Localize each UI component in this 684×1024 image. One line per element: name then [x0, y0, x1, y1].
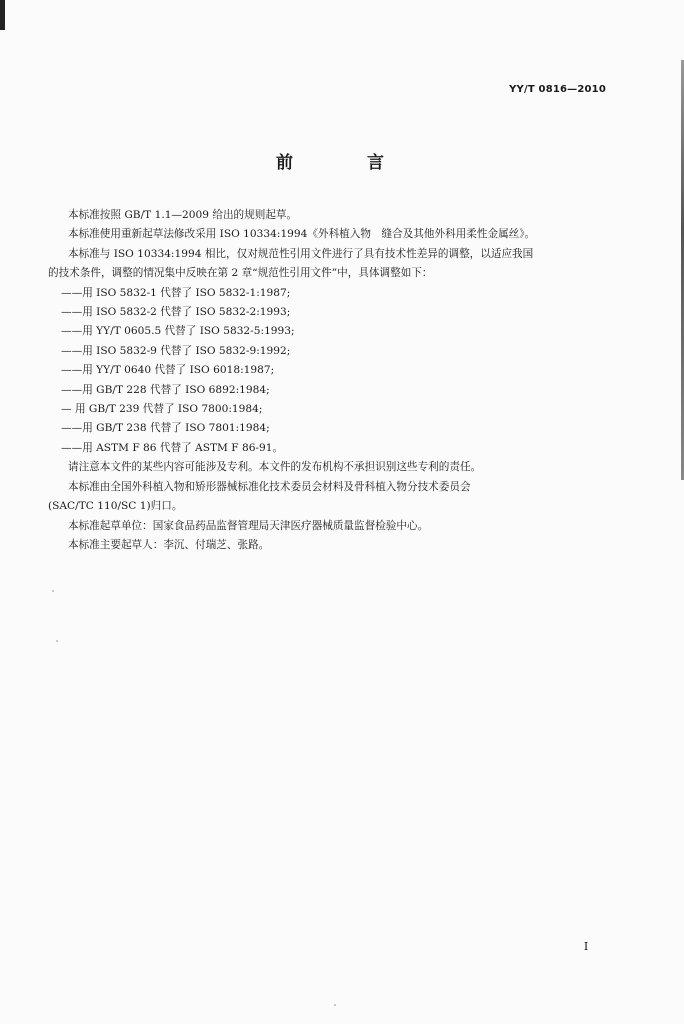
replacement-list [48, 284, 608, 459]
list-item: ——用 GB/T 228 代替了 ISO 6892:1984; [61, 383, 270, 396]
scan-speck [52, 590, 54, 592]
proposer-line-2: (SAC/TC 110/SC 1)归口。 [48, 500, 183, 513]
patent-notice: 请注意本文件的某些内容可能涉及专利。本文件的发布机构不承担识别这些专利的责任。 [68, 461, 482, 474]
adoption-paragraph: 本标准使用重新起草法修改采用 ISO 10334:1994《外科植入物 缝合及其他外科用柔性金属丝》。 [68, 228, 536, 241]
list-item: ——用 ISO 5832-9 代替了 ISO 5832-9:1992; [61, 344, 291, 357]
section-heading: 前 言 [276, 153, 418, 173]
differences-paragraph-line-1: 本标准与 ISO 10334:1994 相比，仅对规范性引用文件进行了具有技术性差异的调整，以适应我国 [68, 247, 534, 260]
list-item: — 用 GB/T 239 代替了 ISO 7800:1984; [61, 403, 263, 416]
drafters: 本标准主要起草人：李沉、付瑞芝、张路。 [68, 538, 270, 551]
foreword-body [48, 206, 608, 555]
list-item: ——用 ASTM F 86 代替了 ASTM F 86-91。 [61, 441, 284, 454]
standard-number: YY/T 0816—2010 [509, 84, 606, 95]
scan-speck [56, 640, 58, 642]
proposer-line-1: 本标准由全国外科植入物和矫形器械标准化技术委员会材料及骨科植入物分技术委员会 [68, 480, 471, 493]
list-item: ——用 ISO 5832-1 代替了 ISO 5832-1:1987; [61, 286, 291, 299]
list-item: ——用 ISO 5832-2 代替了 ISO 5832-2:1993; [61, 306, 291, 319]
scan-edge-mark [0, 0, 5, 30]
scan-speck [334, 1004, 336, 1006]
list-item: ——用 YY/T 0605.5 代替了 ISO 5832-5:1993; [61, 325, 295, 338]
page-number: I [583, 940, 589, 953]
differences-paragraph-line-2: 的技术条件，调整的情况集中反映在第 2 章“规范性引用文件”中，具体调整如下： [48, 267, 433, 280]
drafting-rules-paragraph: 本标准按照 GB/T 1.1—2009 给出的规则起草。 [68, 209, 298, 221]
list-item: ——用 YY/T 0640 代替了 ISO 6018:1987; [61, 364, 275, 377]
drafting-unit: 本标准起草单位：国家食品药品监督管理局天津医疗器械质量监督检验中心。 [68, 519, 429, 532]
list-item: ——用 GB/T 238 代替了 ISO 7801:1984; [61, 422, 270, 435]
